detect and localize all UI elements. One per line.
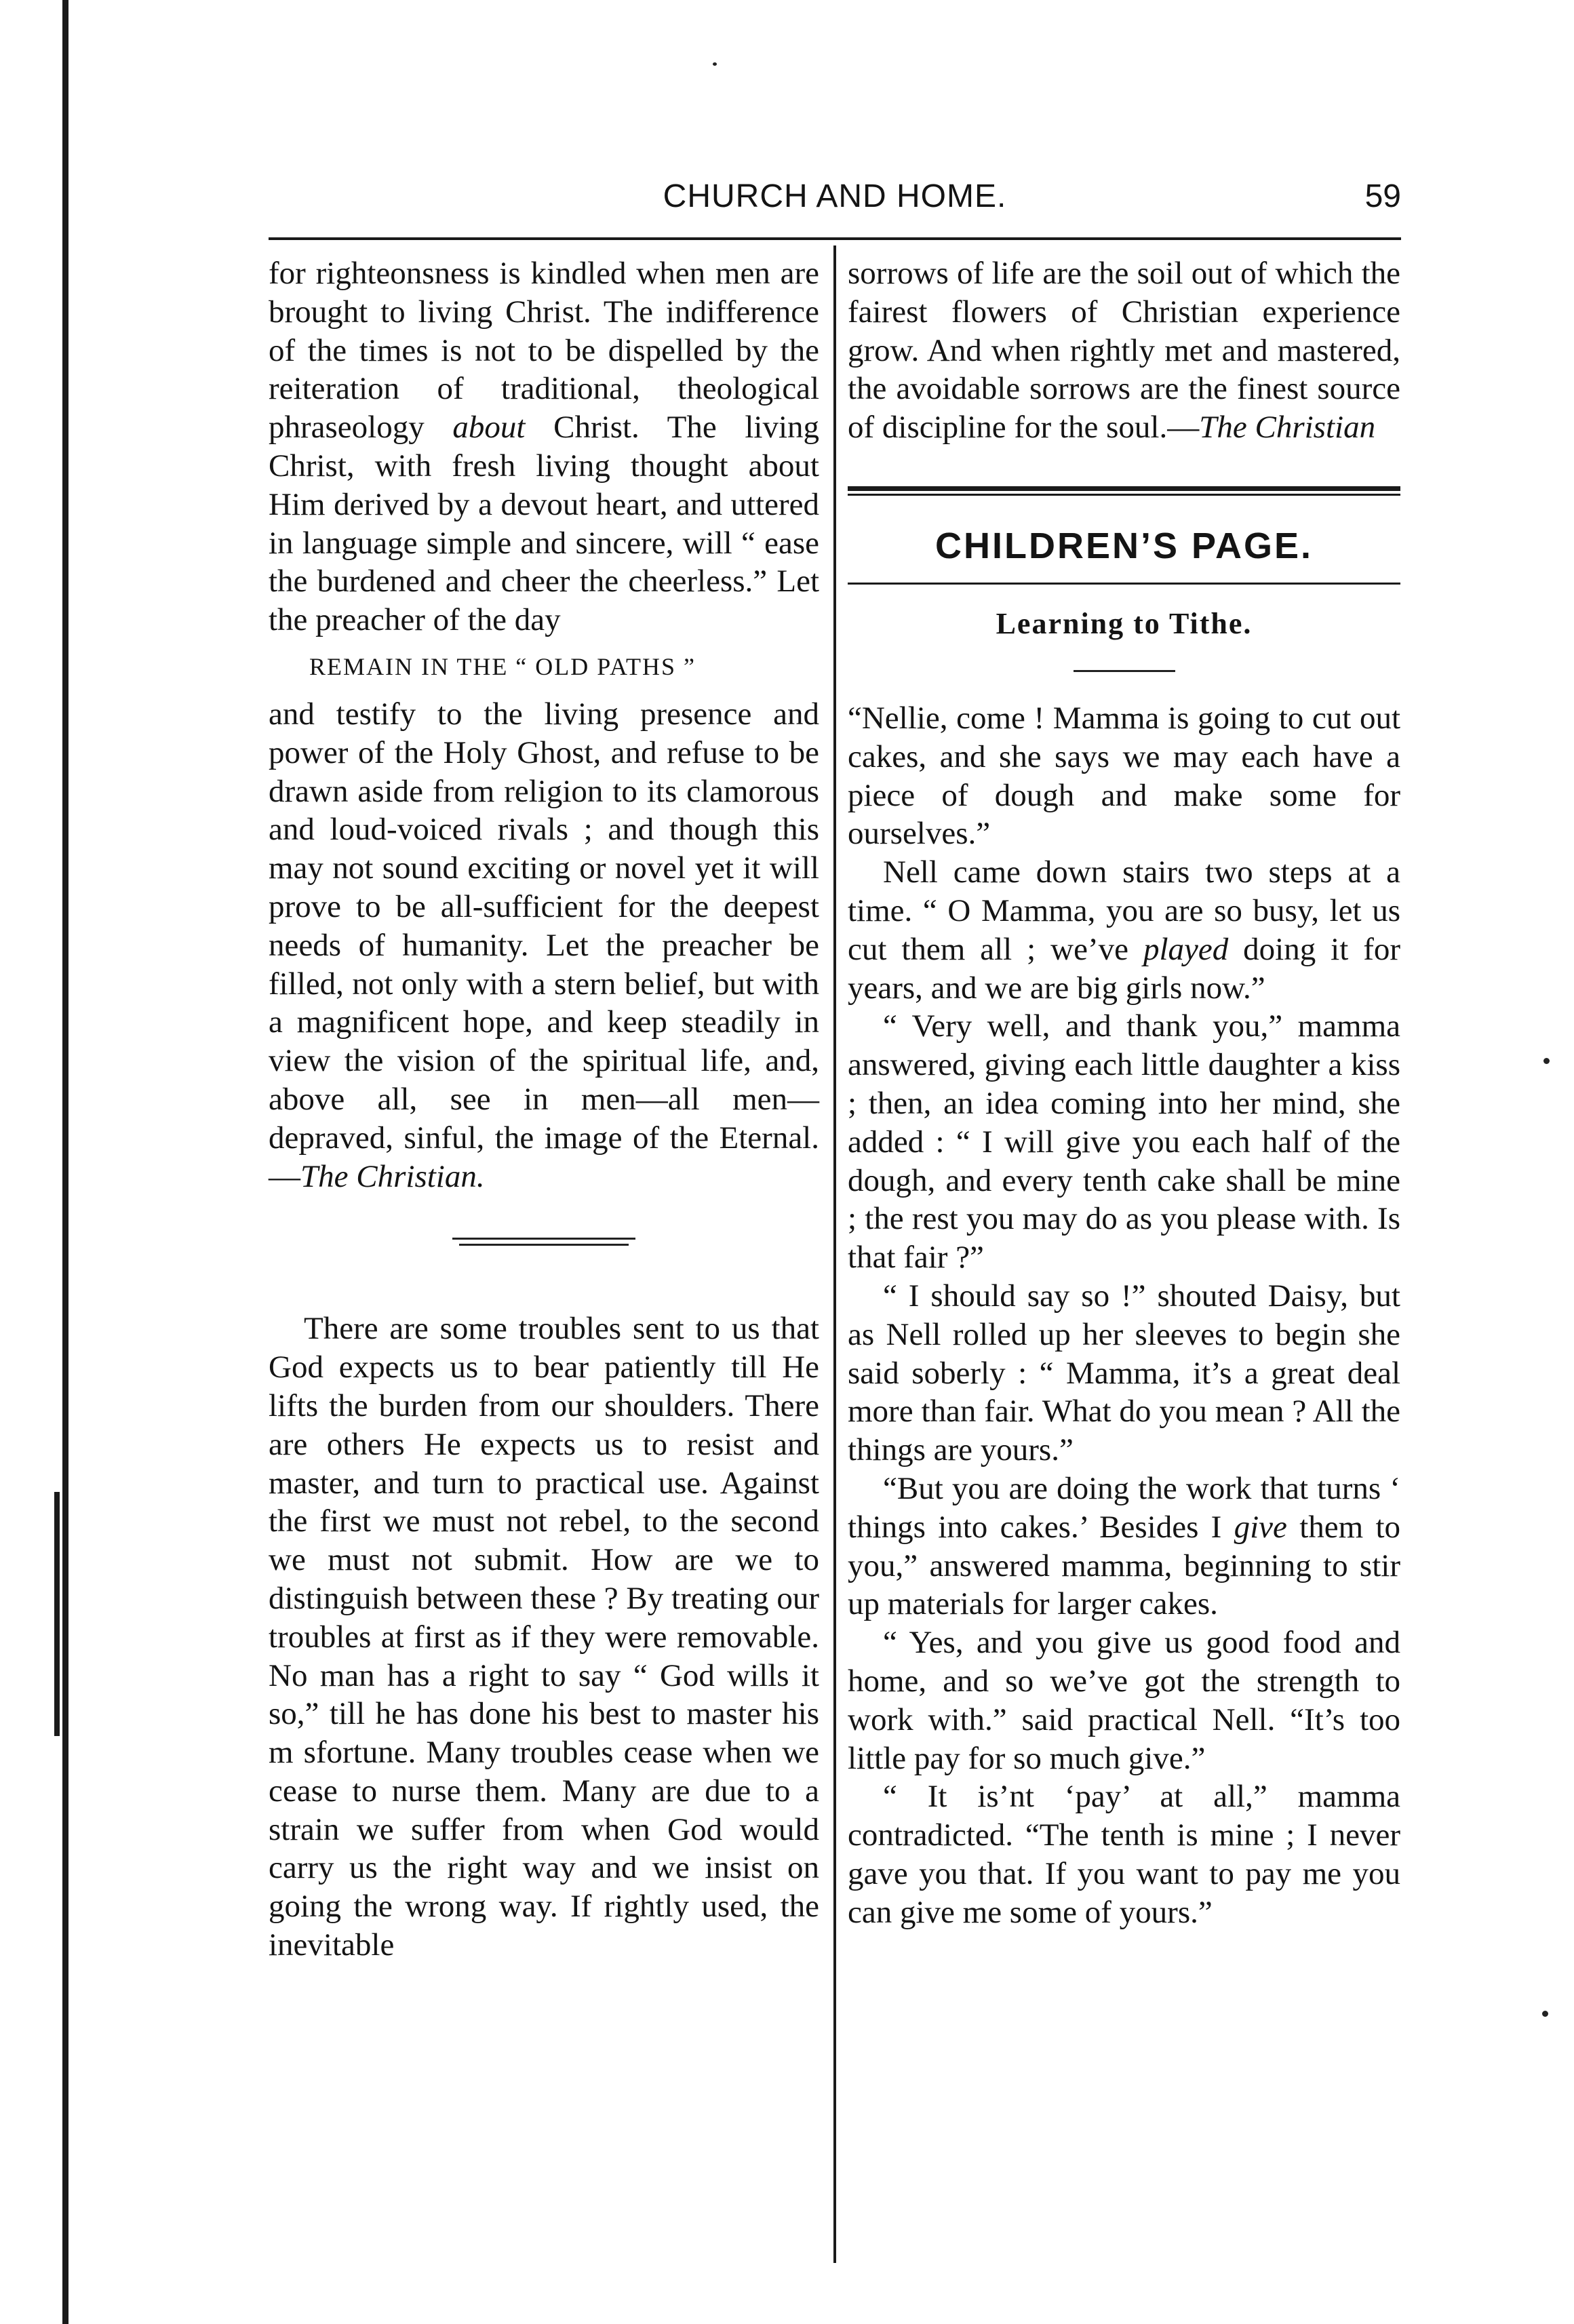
header-rule xyxy=(269,237,1401,240)
paragraph: “Nellie, come ! Mamma is going to cut out cakes, and she says we may each have a piece of dough and make some for ourselves.” xyxy=(848,700,1400,852)
signature: The Christian xyxy=(1199,410,1376,446)
story-title: Learning to Tithe. xyxy=(996,606,1253,640)
paragraph: “ It is’nt ‘pay’ at all,” mamma contradicted. “The tenth is mine ; I never gave you that. If you want to pay me you can give me some of yours.” xyxy=(848,1779,1400,1930)
section-rule xyxy=(848,486,1400,498)
print-speck xyxy=(1542,2011,1548,2017)
paragraph: “ I should say so !” shouted Daisy, but as Nell rolled up her sleeves to begin she said soberly : “ Mamma, it’s a great deal more than fair. What do you mean ? All the things are yours.” xyxy=(848,1278,1400,1468)
column-divider xyxy=(833,245,836,2263)
signature: The Christian. xyxy=(300,1158,485,1194)
print-speck xyxy=(713,62,717,66)
paragraph: “But you are doing the work that turns ‘ things into cakes.’ Besides I give them to you,” answered mamma, beginning to stir up materials for larger cakes. xyxy=(848,1470,1401,1622)
title-rule xyxy=(1074,670,1175,672)
paragraph: There are some troubles sent to us that God expects us to bear patiently till He lifts the burden from our shoulders. There are others He expects us to resist and master, and turn to practical use. Against the first we must not rebel, to the second we must not submit. How are we to distinguish between these ? By treating our troubles at first as if they were removable. No man has a right to say “ God wills it so,” till he has done his best to master his m sfortune. Many troubles cease when we cease to nurse them. Many are due to a strain we suffer from when God would carry us the right way and we insist on going the wrong way. If rightly used, the inevitable xyxy=(269,1311,819,1963)
paragraph: “ Yes, and you give us good food and home, and so we’ve got the strength to work with.” said practical Nell. “It’s too little pay for so much give.” xyxy=(848,1625,1400,1776)
paragraph: “ Very well, and thank you,” mamma answered, giving each little daughter a kiss ; then, an idea coming into her mind, she added : “ I will give you each half of the dough, and every tenth cake shall be mine ; the rest you may do as you please with. Is that fair ?” xyxy=(848,1008,1400,1276)
subheading: REMAIN IN THE “ OLD PATHS ” xyxy=(309,652,696,680)
section-title: CHILDREN’S PAGE. xyxy=(934,525,1314,566)
right-column xyxy=(848,254,1400,1931)
running-head xyxy=(269,178,1401,225)
print-speck xyxy=(1543,1058,1550,1064)
binding-edge-mark xyxy=(54,1492,60,1736)
section-underline xyxy=(848,583,1400,585)
page-number: 59 xyxy=(1364,178,1401,214)
binding-edge-rule xyxy=(62,0,68,2324)
paragraph: and testify to the living presence and power of the Holy Ghost, and refuse to be drawn aside from religion to its clamorous and loud-voiced rivals ; and though this may not sound exciting or novel yet it will prove to be all-sufficient for the deepest needs of humanity. Let the preacher be filled, not only with a stern belief, but with a magnificent hope, and keep steadily in view the vision of the spiritual life, and, above all, see in men—all men—depraved, sinful, the image of the Eternal.—The Christian. xyxy=(269,696,819,1194)
paragraph: Nell came down stairs two steps at a time. “ O Mamma, you are so busy, let us cut them all ; we’ve played doing it for years, and we are big girls now.” xyxy=(848,854,1401,1006)
left-column xyxy=(269,254,819,1965)
running-head-title: CHURCH AND HOME. xyxy=(663,178,1007,214)
paragraph: for righteonsness is kindled when men are brought to living Christ. The indifference of the times is not to be dispelled by the reiteration of traditional, theological phraseology about Christ. The living Christ, with fresh living thought about Him derived by a devout heart, and uttered in language simple and sincere, will “ ease the burdened and cheer the cheerless.” Let the preacher of the day xyxy=(269,256,820,638)
paragraph: sorrows of life are the soil out of which the fairest flowers of Christian experience grow. And when rightly met and mastered, the avoidable sorrows are the finest source of discipline for the soul.—The Christian xyxy=(848,256,1400,446)
ornament-divider xyxy=(452,1238,635,1247)
